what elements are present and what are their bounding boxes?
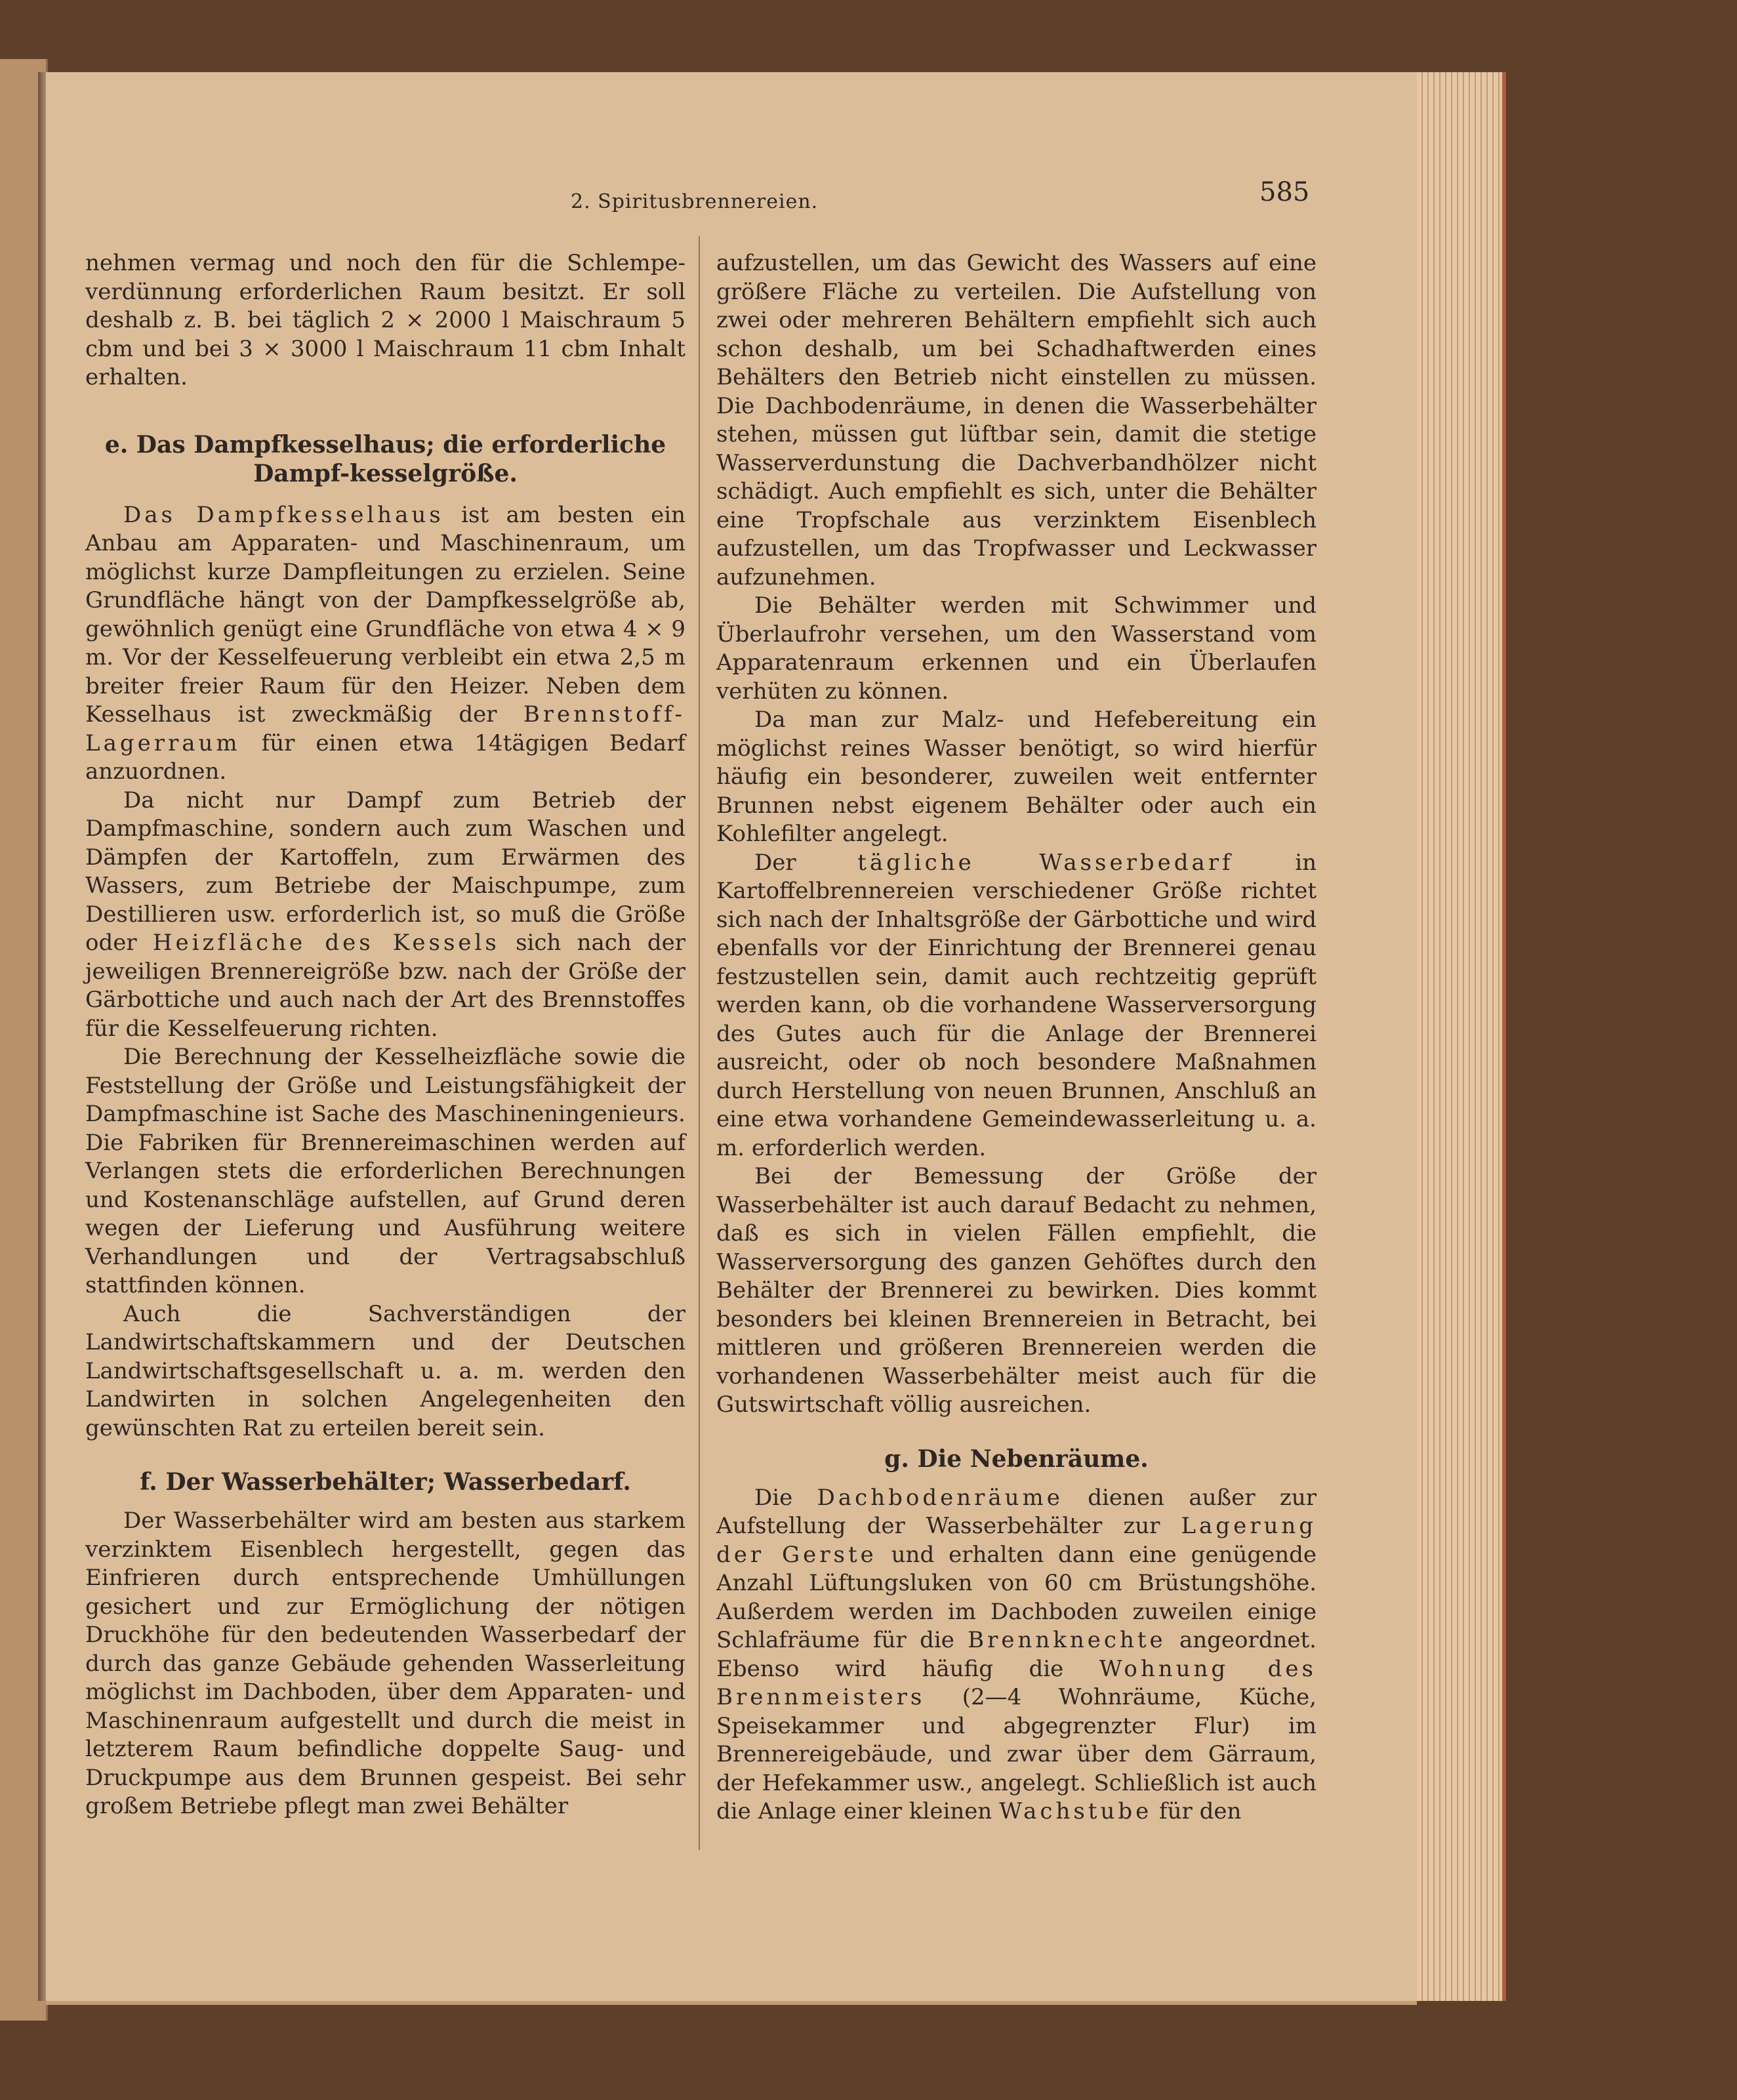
paragraph: Der tägliche Wasserbedarf in Kartoffelbrennereien verschiedener Größe richtet sich nach der Inhaltsgröße der Gärbottiche und wird ebenfalls vor der Einrichtung der Brennerei genau festzustellen sein, damit auch rechtzeitig geprüft werden kann, ob die vorhandene Wasserversorgung des Gutes auch für die Anlage der Brennerei ausreicht, oder ob noch besondere Maßnahmen durch Herstellung von neuen Brunnen, Anschluß an eine etwa vorhandene Gemeindewasserleitung u. a. m. erforderlich werden. [716,849,1317,1161]
section-heading-e: e. Das Dampfkesselhaus; die erforderliche Dampf-kesselgröße. [104,430,666,487]
right-column [716,249,1317,1826]
column-divider [699,236,700,1850]
left-column [85,249,685,1821]
paragraph: Die Dachbodenräume dienen außer zur Aufstellung der Wasserbehälter zur Lagerung der Gerste und erhalten dann eine genügende Anzahl Lüftungsluken von 60 cm Brüstungshöhe. Außerdem werden im Dachboden zuweilen einige Schlafräume für die Brennknechte angeordnet. Ebenso wird häufig die Wohnung des Brennmeisters (2—4 Wohnräume, Küche, Speisekammer und abgegrenzter Flur) im Brennereigebäude, und zwar über dem Gärraum, der Hefekammer usw., angelegt. Schließlich ist auch die Anlage einer kleinen Wachstube für den [716,1484,1317,1824]
paragraph: Auch die Sachverständigen der Landwirtschaftskammern und der Deutschen Landwirtschaftsgesellschaft u. a. m. werden den Landwirten in solchen Angelegenheiten den gewünschten Rat zu erteilen bereit sein. [85,1300,685,1441]
running-header: 2. Spiritusbrennereien. [571,190,819,213]
page-number: 585 [1259,177,1310,207]
paragraph: Da man zur Malz- und Hefebereitung ein möglichst reines Wasser benötigt, so wird hierfür häufig ein besonderer, zuweilen weit entfernter Brunnen nebst eigenem Behälter oder auch ein Kohlefilter angelegt. [716,707,1317,847]
paragraph-continuation: nehmen vermag und noch den für die Schlempe-verdünnung erforderlichen Raum besitzt. Er soll deshalb z. B. bei täglich 2 × 2000 l Maischraum 5 cbm und bei 3 × 3000 l Maischraum 11 cbm Inhalt erhalten. [85,250,685,390]
paragraph: Der Wasserbehälter wird am besten aus starkem verzinktem Eisenblech hergestellt, gegen das Einfrieren durch entsprechende Umhüllungen gesichert und zur Ermöglichung der nötigen Druckhöhe für den bedeutenden Wasserbedarf der durch das ganze Gebäude gehenden Wasserleitung möglichst im Dachboden, über dem Apparaten- und Maschinenraum aufgestellt und durch die meist in letzterem Raum befindliche doppelte Saug- und Druckpumpe aus dem Brunnen gespeist. Bei sehr großem Betriebe pflegt man zwei Behälter [85,1508,685,1819]
paragraph: Bei der Bemessung der Größe der Wasserbehälter ist auch darauf Bedacht zu nehmen, daß es sich in vielen Fällen empfiehlt, die Wasserversorgung des ganzen Gehöftes durch den Behälter der Brennerei zu bewirken. Dies kommt besonders bei kleinen Brennereien in Betracht, bei mittleren und größeren Brennereien werden die vorhandenen Wasserbehälter meist auch für die Gutswirtschaft völlig ausreichen. [716,1163,1317,1418]
page-edges [1417,72,1506,2001]
paragraph: Die Behälter werden mit Schwimmer und Überlaufrohr versehen, um den Wasserstand vom Apparatenraum erkennen und ein Überlaufen verhüten zu können. [716,592,1317,705]
section-heading-f: f. Der Wasserbehälter; Wasserbedarf. [140,1468,631,1496]
section-heading-g: g. Die Nebenräume. [884,1445,1149,1473]
paragraph: Da nicht nur Dampf zum Betrieb der Dampfmaschine, sondern auch zum Waschen und Dämpfen der Kartoffeln, zum Erwärmen des Wassers, zum Betriebe der Maischpumpe, zum Destillieren usw. erforderlich ist, so muß die Größe oder Heizfläche des Kessels sich nach der jeweiligen Brennereigröße bzw. nach der Größe der Gärbottiche und auch nach der Art des Brennstoffes für die Kesselfeuerung richten. [85,787,686,1042]
paragraph: Die Berechnung der Kesselheizfläche sowie die Feststellung der Größe und Leistungsfähigkeit der Dampfmaschine ist Sache des Maschineningenieurs. Die Fabriken für Brennereimaschinen werden auf Verlangen stets die erforderlichen Berechnungen und Kostenanschläge aufstellen, auf Grund deren wegen der Lieferung und Ausführung weitere Verhandlungen und der Vertragsabschluß stattfinden können. [85,1044,685,1298]
paragraph: Das Dampfkesselhaus ist am besten ein Anbau am Apparaten- und Maschinenraum, um möglichst kurze Dampfleitungen zu erzielen. Seine Grundfläche hängt von der Dampfkesselgröße ab, gewöhnlich genügt eine Grundfläche von etwa 4 × 9 m. Vor der Kesselfeuerung verbleibt ein etwa 2,5 m breiter freier Raum für den Heizer. Neben dem Kesselhaus ist zweckmäßig der Brennstoff-Lagerraum für einen etwa 14tägigen Bedarf anzuordnen. [85,501,685,785]
paragraph-continuation: aufzustellen, um das Gewicht des Wassers auf eine größere Fläche zu verteilen. Die Aufstellung von zwei oder mehreren Behältern empfiehlt sich auch schon deshalb, um bei Schadhaftwerden eines Behälters den Betrieb nicht einstellen zu müssen. Die Dachbodenräume, in denen die Wasserbehälter stehen, müssen gut lüftbar sein, damit die stetige Wasserverdunstung die Dachverbandhölzer nicht schädigt. Auch empfiehlt es sich, unter die Behälter eine Tropfschale aus verzinktem Eisenblech aufzustellen, um das Tropfwasser und Leckwasser aufzunehmen. [716,250,1317,590]
